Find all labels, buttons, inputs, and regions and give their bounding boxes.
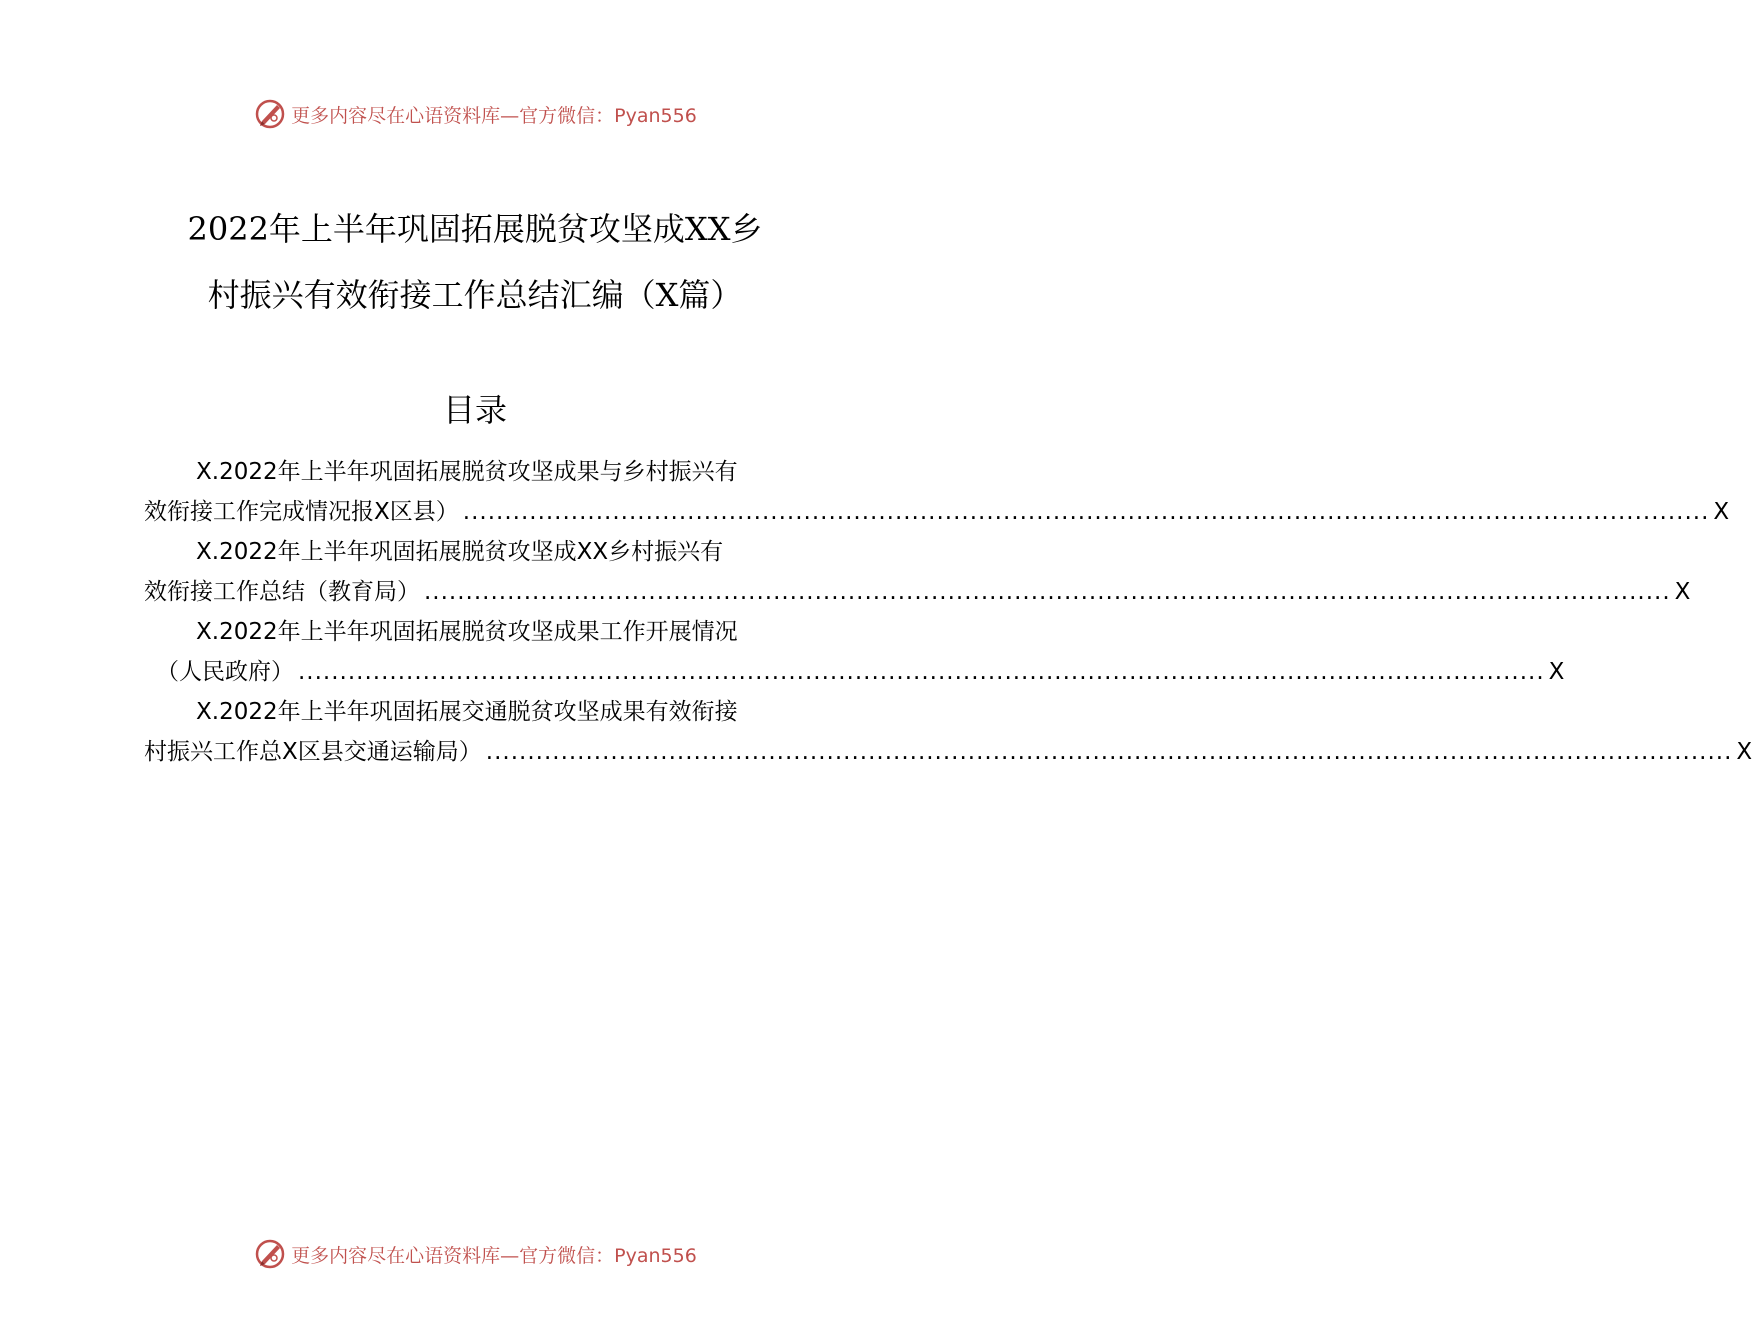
watermark-text: 更多内容尽在心语资料库—官方微信：Pyan556 — [291, 104, 697, 127]
toc-page-number: X — [1713, 499, 1730, 525]
toc-entry-line2: 效衔接工作总结（教育局） — [144, 579, 420, 605]
document-title — [0, 196, 950, 328]
toc-heading: 目录 — [442, 391, 507, 429]
toc-entry-4[interactable] — [144, 692, 1752, 772]
footer-watermark — [0, 1234, 950, 1274]
watermark-text: 更多内容尽在心语资料库—官方微信：Pyan556 — [291, 1244, 697, 1267]
pen-seal-icon — [253, 97, 287, 131]
toc-entry-line1: X.2022年上半年巩固拓展脱贫攻坚成XX乡村振兴有 — [196, 539, 724, 565]
header-watermark — [0, 94, 950, 134]
toc-entry-1[interactable] — [144, 452, 1730, 532]
document-title-line1: 2022年上半年巩固拓展脱贫攻坚成XX乡 — [187, 210, 763, 248]
toc-entry-line1: X.2022年上半年巩固拓展交通脱贫攻坚成果有效衔接 — [196, 699, 738, 725]
toc-entry-line2: 效衔接工作完成情况报X区县） — [144, 499, 459, 525]
pen-seal-icon — [253, 1237, 287, 1271]
toc-entry-line2: 村振兴工作总X区县交通运输局） — [144, 739, 482, 765]
toc-entry-line2: （人民政府） — [156, 659, 294, 685]
table-of-contents — [144, 452, 1752, 772]
document-title-line2: 村振兴有效衔接工作总结汇编（X篇） — [207, 276, 743, 314]
toc-page-number: X — [1674, 579, 1691, 605]
toc-entry-3[interactable] — [144, 612, 1565, 692]
toc-leader-dots: ...................................................................................................................................................... — [462, 499, 1710, 525]
toc-entry-line1: X.2022年上半年巩固拓展脱贫攻坚成果工作开展情况 — [196, 619, 738, 645]
toc-leader-dots: ...................................................................................................................................................... — [298, 659, 1545, 685]
watermark-wechat-id: Pyan556 — [614, 104, 697, 127]
toc-leader-dots: ...................................................................................................................................................... — [485, 739, 1733, 765]
toc-entry-2[interactable] — [144, 532, 1691, 612]
toc-leader-dots: ...................................................................................................................................................... — [424, 579, 1671, 605]
toc-page-number: X — [1736, 739, 1752, 765]
watermark-wechat-id: Pyan556 — [614, 1244, 697, 1267]
toc-entry-line1: X.2022年上半年巩固拓展脱贫攻坚成果与乡村振兴有 — [196, 459, 738, 485]
toc-page-number: X — [1548, 659, 1565, 685]
